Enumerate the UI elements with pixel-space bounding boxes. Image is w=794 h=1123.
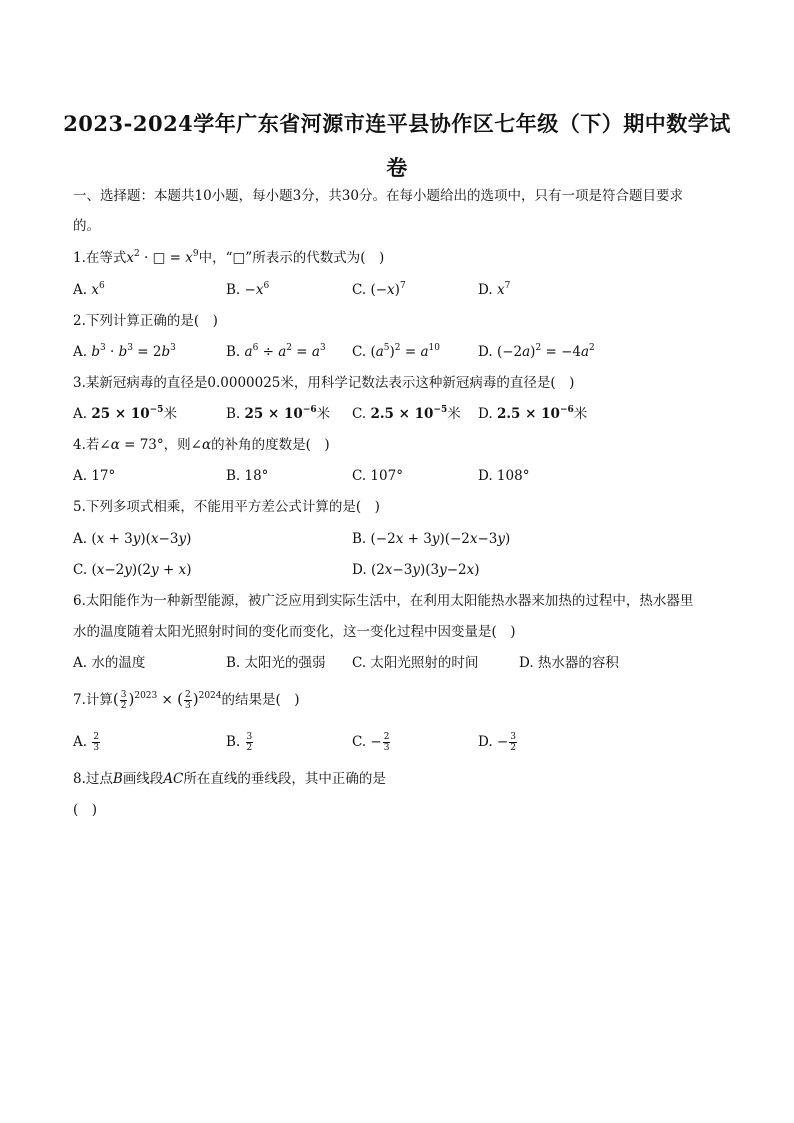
q3-option-c[interactable]: C. $2.5 \times 10^{-5}$米: [352, 405, 461, 422]
section-1-heading-line-1: 一、选择题：本题共10小题，每小题3分，共30分。在每小题给出的选项中，只有一项是符合题目要求: [73, 188, 683, 204]
question-1: 1.在等式$x^2$ · □ = $x^9$中，“□”所表示的代数式为( ): [73, 249, 385, 266]
question-8-line-1: 8.过点B画线段AC所在直线的垂线段，其中正确的是: [73, 771, 386, 787]
q6-option-b[interactable]: B. 太阳光的强弱: [226, 655, 326, 671]
q3-option-b[interactable]: B. $25 \times 10^{-6}$米: [226, 405, 331, 422]
q6-option-c[interactable]: C. 太阳光照射的时间: [352, 655, 479, 671]
q7-option-a[interactable]: A. $\frac{2}{3}$: [73, 732, 100, 753]
question-8-line-2: ( ): [73, 802, 98, 818]
q4-option-d[interactable]: D. 108°: [478, 468, 530, 484]
q4-option-c[interactable]: C. 107°: [352, 468, 403, 484]
question-4: 4.若∠α = 73°，则∠α的补角的度数是( ): [73, 437, 330, 453]
q2-option-c[interactable]: C. $(a^5)^2 = a^{10}$: [352, 343, 440, 360]
q6-option-a[interactable]: A. 水的温度: [73, 655, 146, 671]
question-2: 2.下列计算正确的是( ): [73, 313, 218, 329]
title-line-2: 卷: [386, 155, 408, 180]
q7-option-b[interactable]: B. $\frac{3}{2}$: [226, 732, 253, 753]
section-1-heading-line-2: 的。: [73, 218, 100, 234]
q2-option-d[interactable]: D. $(-2a)^2 = -4a^2$: [478, 343, 595, 360]
page-title: [60, 102, 734, 190]
question-6-line-2: 水的温度随着太阳光照射时间的变化而变化，这一变化过程中因变量是( ): [73, 624, 516, 640]
question-3: 3.某新冠病毒的直径是0.0000025米，用科学记数法表示这种新冠病毒的直径是( ): [73, 375, 575, 391]
question-6-line-1: 6.太阳能作为一种新型能源，被广泛应用到实际生活中，在利用太阳能热水器来加热的过程中，热水器里: [73, 593, 694, 609]
q7-option-c[interactable]: C. − $\frac{2}{3}$: [352, 732, 390, 753]
q5-option-d[interactable]: D. (2x−3y)(3y−2x): [352, 562, 480, 578]
q1-equation: $x^2$ · □ = $x^9$: [126, 249, 199, 266]
q2-option-a[interactable]: A. $b^3 \cdot b^3 = 2b^3$: [73, 343, 176, 360]
q7-option-d[interactable]: D. − $\frac{3}{2}$: [478, 732, 516, 753]
q3-option-d[interactable]: D. $2.5 \times 10^{-6}$米: [478, 405, 588, 422]
q4-option-a[interactable]: A. 17°: [73, 468, 116, 484]
title-line-1: 2023-2024学年广东省河源市连平县协作区七年级（下）期中数学试: [63, 111, 731, 136]
q5-option-b[interactable]: B. (−2x + 3y)(−2x−3y): [352, 531, 511, 547]
question-7: 7.计算( $\frac{3}{2}$ )$^{2023}$ × ( $\frac{2}{3}$ )$^{2024}$的结果是( ): [73, 690, 300, 711]
q1-option-d[interactable]: D. $x^7$: [478, 281, 511, 298]
q6-option-d[interactable]: D. 热水器的容积: [519, 655, 619, 671]
question-5: 5.下列多项式相乘，不能用平方差公式计算的是( ): [73, 499, 380, 515]
q4-option-b[interactable]: B. 18°: [226, 468, 269, 484]
q1-option-c[interactable]: C. $(-x)^7$: [352, 281, 406, 298]
q1-option-b[interactable]: B. $-x^6$: [226, 281, 270, 298]
q5-option-c[interactable]: C. (x−2y)(2y + x): [73, 562, 192, 578]
q5-option-a[interactable]: A. (x + 3y)(x−3y): [73, 531, 192, 547]
q2-option-b[interactable]: B. $a^6 \div a^2 = a^3$: [226, 343, 326, 360]
q3-option-a[interactable]: A. $25 \times 10^{-5}$米: [73, 405, 177, 422]
q1-option-a[interactable]: A. $x^6$: [73, 281, 105, 298]
